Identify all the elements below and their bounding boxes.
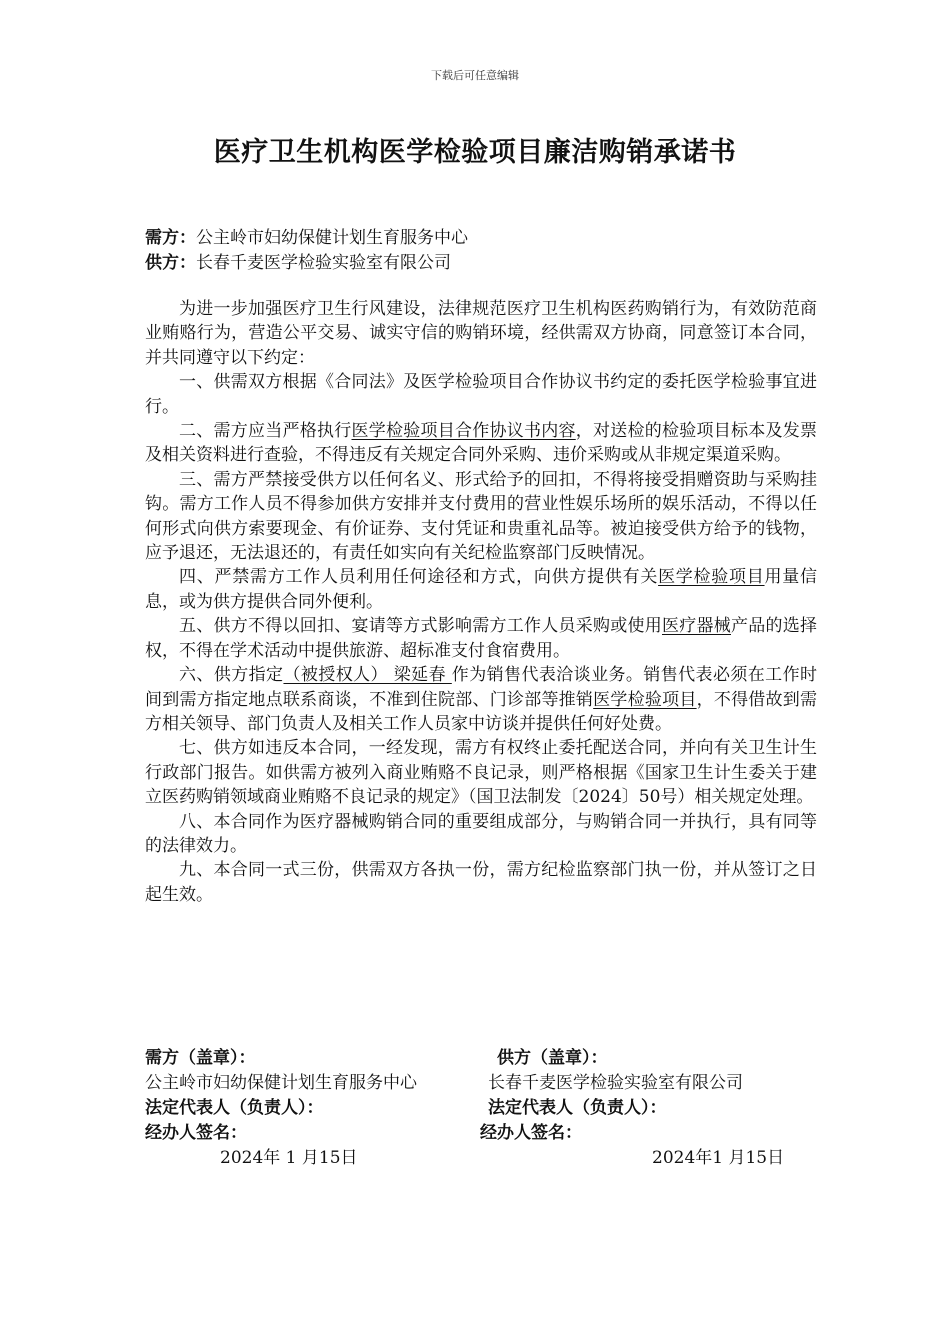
buyer-seal-label: 需方（盖章）： <box>145 1048 256 1068</box>
buyer-line <box>145 226 468 250</box>
supplier-handler-signature: 经办人签名： <box>480 1123 582 1143</box>
supplier-seal-label: 供方（盖章）： <box>497 1048 608 1068</box>
buyer-label: 需方： <box>145 228 196 248</box>
buyer-handler-signature: 经办人签名： <box>145 1123 247 1143</box>
header-note: 下载后可任意编辑 <box>431 69 519 82</box>
clause-4: 四、严禁需方工作人员利用任何途径和方式，向供方提供有关医学检验项目用量信息，或为供方提供合同外便利。 <box>145 567 818 612</box>
clause-2-underlined: 医学检验项目合作协议书内容 <box>351 421 576 442</box>
clause-8: 八、本合同作为医疗器械购销合同的重要组成部分，与购销合同一并执行，具有同等的法律效力。 <box>145 811 817 856</box>
supplier-label: 供方： <box>145 253 196 273</box>
supplier-line <box>145 251 451 275</box>
authorized-person: （被授权人） 梁延春 <box>283 665 452 686</box>
clause-6: 六、供方指定（被授权人） 梁延春 作为销售代表洽谈业务。销售代表必须在工作时间到需方指定地点联系商谈，不准到住院部、门诊部等推销医学检验项目，不得借故到需方相关领导、部门负责人及相关工作人员家中访谈并提供任何好处费。 <box>145 665 818 734</box>
document-title: 医疗卫生机构医学检验项目廉洁购销承诺书 <box>213 137 737 168</box>
clause-4-underlined: 医学检验项目 <box>658 567 765 588</box>
clause-5-underlined: 医疗器械 <box>662 616 731 637</box>
clause-9: 九、本合同一式三份，供需双方各执一份，需方纪检监察部门执一份，并从签订之日起生效。 <box>145 860 817 905</box>
buyer-name: 公主岭市妇幼保健计划生育服务中心 <box>196 228 468 248</box>
supplier-sign-name: 长春千麦医学检验实验室有限公司 <box>488 1073 743 1093</box>
buyer-sign-date: 2024年 1 月15日 <box>220 1148 358 1168</box>
supplier-sign-date: 2024年1 月15日 <box>652 1148 785 1168</box>
buyer-sign-name: 公主岭市妇幼保健计划生育服务中心 <box>145 1073 417 1093</box>
clause-5: 五、供方不得以回扣、宴请等方式影响需方工作人员采购或使用医疗器械产品的选择权，不得在学术活动中提供旅游、超标准支付食宿费用。 <box>145 616 817 661</box>
supplier-name: 长春千麦医学检验实验室有限公司 <box>196 253 451 273</box>
clause-7: 七、供方如违反本合同，一经发现，需方有权终止委托配送合同，并向有关卫生计生行政部门报告。如供需方被列入商业贿赂不良记录，则严格根据《国家卫生计生委关于建立医药购销领域商业贿赂不良记录的规定》（国卫法制发〔2024〕50号）相关规定处理。 <box>145 738 817 808</box>
buyer-legal-rep: 法定代表人（负责人）： <box>145 1098 324 1118</box>
clause-6-underlined: 医学检验项目 <box>593 689 697 710</box>
intro-paragraph: 为进一步加强医疗卫生行风建设，法律规范医疗卫生机构医药购销行为，有效防范商业贿赂行为，营造公平交易、诚实守信的购销环境，经供需双方协商，同意签订本合同，并共同遵守以下约定： <box>145 299 817 368</box>
clause-2: 二、需方应当严格执行医学检验项目合作协议书内容，对送检的检验项目标本及发票及相关资料进行查验，不得违反有关规定合同外采购、违价采购或从非规定渠道采购。 <box>145 421 817 466</box>
clause-1: 一、供需双方根据《合同法》及医学检验项目合作协议书约定的委托医学检验事宜进行。 <box>145 372 817 417</box>
contract-body <box>145 297 817 907</box>
supplier-legal-rep: 法定代表人（负责人）： <box>488 1098 667 1118</box>
clause-3: 三、需方严禁接受供方以任何名义、形式给予的回扣，不得将接受捐赠资助与采购挂钩。需方工作人员不得参加供方安排并支付费用的营业性娱乐场所的娱乐活动，不得以任何形式向供方索要现金、有价证券、支付凭证和贵重礼品等。被迫接受供方给予的钱物，应予退还，无法退还的，有责任如实向有关纪检监察部门反映情况。 <box>145 469 817 564</box>
